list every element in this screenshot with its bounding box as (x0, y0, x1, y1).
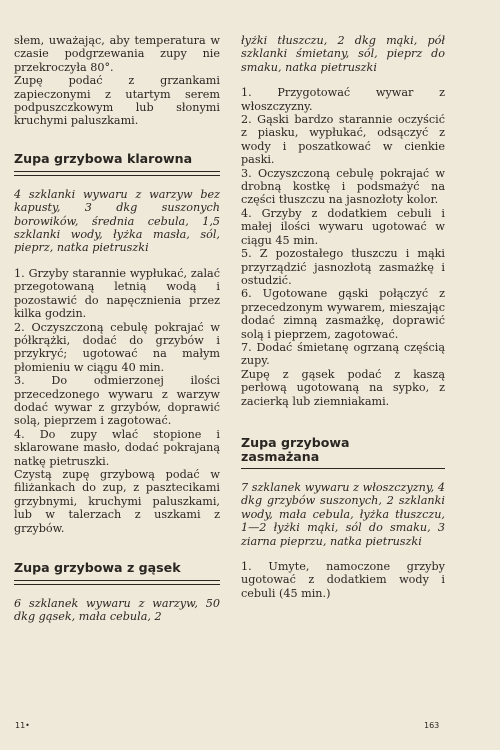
intro-paragraph: Zupę podać z grzankami zapieczonymi z utartym serem podpuszczkowym lub słonymi kruchymi paluszkami. (14, 74, 220, 128)
recipe-step: 1. Przygotować wywar z włoszczyzny. (241, 86, 445, 113)
recipe-step: 1. Grzyby starannie wypłukać, zalać przegotowaną letnią wodą i pozostawić do napęcznienia przez kilka godzin. (14, 266, 220, 321)
recipe-step: 6. Ugotowane gąski połączyć z przecedzonym wywarem, mieszając dodać zimną zasmażkę, doprawić solą i pieprzem, zagotować. (241, 287, 445, 341)
recipe-step: 5. Z pozostałego tłuszczu i mąki przyrządzić jasnozłotą zasmażkę i ostudzić. (241, 247, 445, 287)
recipe-ingredients: 4 szklanki wywaru z warzyw bez kapusty, 3 dkg suszonych borowików, średnia cebula, 1,5 szklanki wody, łyżka masła, sól, pieprz, natka pietruszki (14, 187, 220, 255)
right-column (241, 34, 445, 600)
recipe-serving: Czystą zupę grzybową podać w filiżankach do zup, z pasztecikami grzybnymi, kruchymi paluszkami, lub w talerzach z uszkami z grzybów. (14, 467, 220, 535)
recipe-step: 3. Do odmierzonej ilości przecedzonego wywaru z warzyw dodać wywar z grzybów, doprawić solą, pieprzem i zagotować. (14, 374, 220, 428)
signature-mark: 11• (15, 721, 30, 730)
recipe-step: 1. Umyte, namoczone grzyby ugotować z dodatkiem wody i cebuli (45 min.) (241, 560, 445, 600)
recipe-step: 4. Grzyby z dodatkiem cebuli i małej ilości wywaru ugotować w ciągu 45 min. (241, 206, 445, 247)
recipe-title: Zupa grzybowa z gąsek (14, 561, 220, 581)
recipe-title-line: Zupa grzybowa (241, 434, 350, 450)
title-divider (241, 468, 445, 469)
recipe-step: 2. Gąski bardzo starannie oczyścić z piasku, wypłukać, odsączyć z wody i poszatkować w cienkie paski. (241, 113, 445, 167)
recipe-title-line: zasmażana (241, 448, 320, 464)
recipe-ingredients-continued: łyżki tłuszczu, 2 dkg mąki, pół szklanki śmietany, sól, pieprz do smaku, natka pietruszki (241, 34, 445, 74)
intro-paragraph: słem, uważając, aby temperatura w czasie podgrzewania zupy nie przekroczyła 80°. (14, 34, 220, 74)
recipe-step: 2. Oczyszczoną cebulę pokrajać w półkrążki, dodać do grzybów i przykryć; ugotować na małym płomieniu w ciągu 40 min. (14, 320, 220, 374)
recipe-ingredients: 7 szklanek wywaru z włoszczyzny, 4 dkg grzybów suszonych, 2 szklanki wody, mała cebula, łyżka tłuszczu, 1—2 łyżki mąki, sól do smaku, 3 ziarna pieprzu, natka pietruszki (241, 480, 445, 548)
recipe-serving: Zupę z gąsek podać z kaszą perłową ugotowaną na sypko, z zacierką lub ziemniakami. (241, 367, 445, 408)
recipe-ingredients: 6 szklanek wywaru z warzyw, 50 dkg gąsek, mała cebula, 2 (14, 597, 220, 624)
title-divider (14, 175, 220, 176)
recipe-step: 3. Oczyszczoną cebulę pokrajać w drobną kostkę i podsmażyć na części tłuszczu na jasnozłoty kolor. (241, 166, 445, 207)
recipe-step: 7. Dodać śmietanę ogrzaną częścią zupy. (241, 340, 445, 368)
left-column (14, 34, 220, 636)
recipe-step: 4. Do zupy wlać stopione i sklarowane masło, dodać pokrajaną natkę pietruszki. (14, 427, 220, 468)
page-number: 163 (424, 721, 440, 730)
title-divider (14, 584, 220, 585)
recipe-title: Zupa grzybowa klarowna (14, 152, 220, 172)
recipe-title (241, 436, 445, 464)
